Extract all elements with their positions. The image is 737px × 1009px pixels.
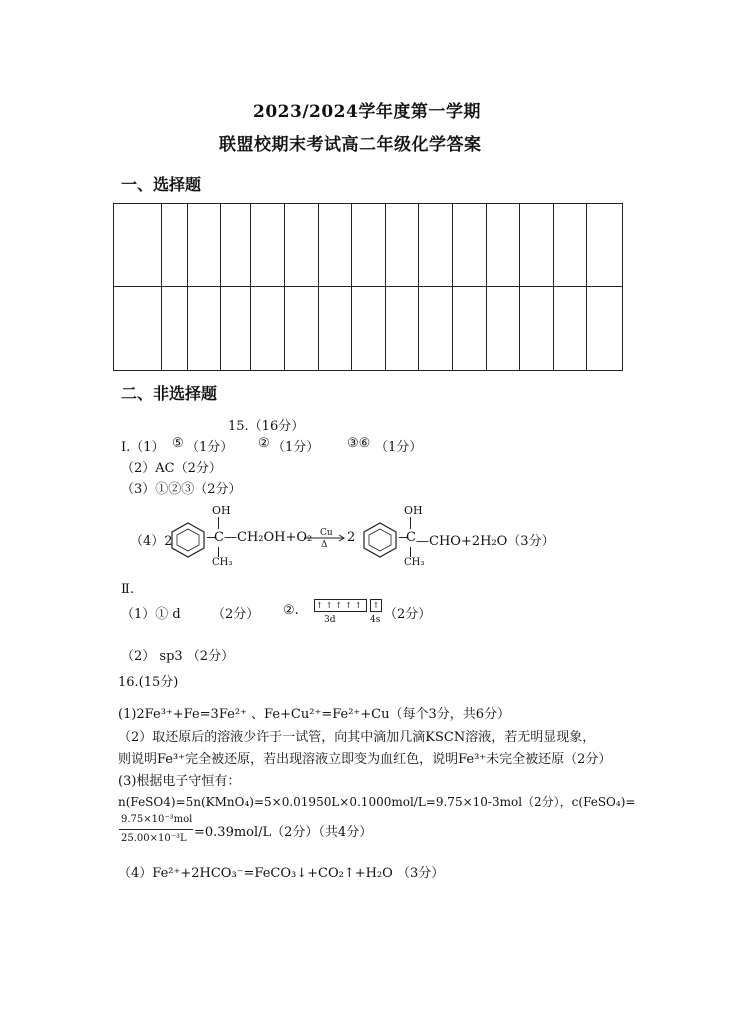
grid-cell	[318, 204, 352, 287]
q15-I-1-answer-b: ②	[258, 436, 270, 451]
q15-coefficient: 2	[347, 530, 356, 545]
q15-I-1-score-a: （1分）	[186, 440, 234, 455]
grid-cell	[220, 287, 251, 371]
q15-I-4-prefix: （4）2	[130, 534, 173, 549]
q15-ch2oh: —CH₂OH+O₂	[224, 530, 313, 545]
q16-line-6: =0.39mol/L（2分）（共4分）	[194, 825, 373, 840]
grid-cell	[520, 287, 554, 371]
grid-cell	[188, 287, 221, 371]
grid-row-answer	[114, 287, 623, 371]
q15-c-1: C	[214, 530, 224, 545]
q16-line-3: 则说明Fe³⁺完全被还原，若出现溶液立即变为血红色，说明Fe³⁺未完全被还原（2分）	[118, 752, 612, 767]
q16-line-7: （4）Fe²⁺+2HCO₃⁻=FeCO₃↓+CO₂↑+H₂O （3分）	[118, 866, 445, 881]
grid-cell	[419, 204, 453, 287]
grid-cell	[385, 204, 419, 287]
q15-oh-2: OH	[404, 504, 423, 517]
answer-grid	[113, 203, 623, 371]
grid-cell	[284, 204, 318, 287]
q15-I-2: （2）AC（2分）	[121, 461, 222, 476]
bond-line	[218, 517, 219, 529]
grid-cell	[452, 204, 486, 287]
q15-II-label: Ⅱ.	[121, 582, 134, 597]
q15-oh-1: OH	[212, 504, 231, 517]
q15-I-1-answer-a: ⑤	[172, 436, 184, 451]
q15-I-1-prefix: Ⅰ.（1）	[121, 440, 165, 455]
q15-catalyst: Cu	[320, 528, 333, 538]
grid-cell	[251, 204, 285, 287]
grid-cell	[587, 204, 623, 287]
grid-cell	[587, 287, 623, 371]
benzene-ring-icon	[360, 520, 400, 558]
orbital-3d-label: 3d	[324, 615, 336, 625]
q15-cho: —CHO+2H₂O（3分）	[416, 534, 555, 549]
q16-line-4: (3)根据电子守恒有：	[118, 774, 241, 789]
grid-cell	[188, 204, 221, 287]
grid-cell	[114, 204, 162, 287]
section-2-heading: 二、非选择题	[121, 384, 218, 403]
q15-II-1-score: （2分）	[212, 607, 260, 622]
q16-fraction-numerator: 9.75×10⁻³mol	[121, 814, 193, 825]
q15-ch3-2: CH₃	[404, 557, 425, 568]
q16-line-1: (1)2Fe³⁺+Fe=3Fe²⁺ 、Fe+Cu²⁺=Fe²⁺+Cu（每个3分，共6分）	[118, 707, 511, 722]
bond-line	[410, 517, 411, 529]
grid-cell	[553, 204, 587, 287]
title-line-2: 联盟校期末考试高二年级化学答案	[219, 135, 482, 155]
q15-II-1-b: ②.	[283, 603, 299, 618]
grid-cell	[318, 287, 352, 371]
grid-cell	[161, 287, 187, 371]
grid-cell	[161, 204, 187, 287]
q16-line-2: （2）取还原后的溶液少许于一试管，向其中滴加几滴KSCN溶液，若无明显现象，	[118, 730, 596, 745]
bond-line	[218, 547, 219, 557]
grid-cell	[220, 204, 251, 287]
orbital-4s-box: ↑	[370, 599, 382, 612]
grid-cell	[352, 204, 386, 287]
q15-II-2: （2） sp3 （2分）	[121, 649, 235, 664]
q15-ch3-1: CH₃	[212, 557, 233, 568]
q16-line-5: n(FeSO4)=5n(KMnO₄)=5×0.01950L×0.1000mol/L=9.75×10-3mol（2分），c(FeSO₄)=	[118, 795, 636, 809]
q15-heat: Δ	[321, 540, 328, 550]
q15-II-1-prefix: （1）① d	[121, 607, 181, 622]
q15-header: 15.（16分）	[228, 419, 305, 434]
grid-cell	[251, 287, 285, 371]
grid-cell	[452, 287, 486, 371]
orbital-3d-boxes: ↑↑↑↑↑	[316, 601, 365, 610]
fraction-bar	[119, 829, 193, 830]
grid-cell	[385, 287, 419, 371]
q16-header: 16.(15分)	[118, 675, 179, 690]
grid-cell	[486, 204, 520, 287]
grid-cell	[114, 287, 162, 371]
grid-cell	[284, 287, 318, 371]
grid-cell	[352, 287, 386, 371]
q15-c-2: C	[406, 530, 416, 545]
benzene-ring-icon	[168, 520, 208, 558]
grid-cell	[553, 287, 587, 371]
orbital-4s-label: 4s	[370, 615, 381, 625]
grid-cell	[520, 204, 554, 287]
q15-I-3: （3）①②③（2分）	[121, 482, 242, 497]
q15-I-1-score-c: （1分）	[375, 440, 423, 455]
q15-II-1-b-score: （2分）	[384, 607, 432, 622]
grid-row-question	[114, 204, 623, 287]
q16-fraction-denominator: 25.00×10⁻³L	[121, 833, 187, 844]
q15-I-1-answer-c: ③⑥	[347, 436, 371, 451]
grid-cell	[486, 287, 520, 371]
section-1-heading: 一、选择题	[121, 175, 202, 194]
grid-cell	[419, 287, 453, 371]
q15-I-1-score-b: （1分）	[272, 440, 320, 455]
bond-line	[410, 547, 411, 557]
title-line-1: 2023/2024学年度第一学期	[253, 102, 481, 122]
